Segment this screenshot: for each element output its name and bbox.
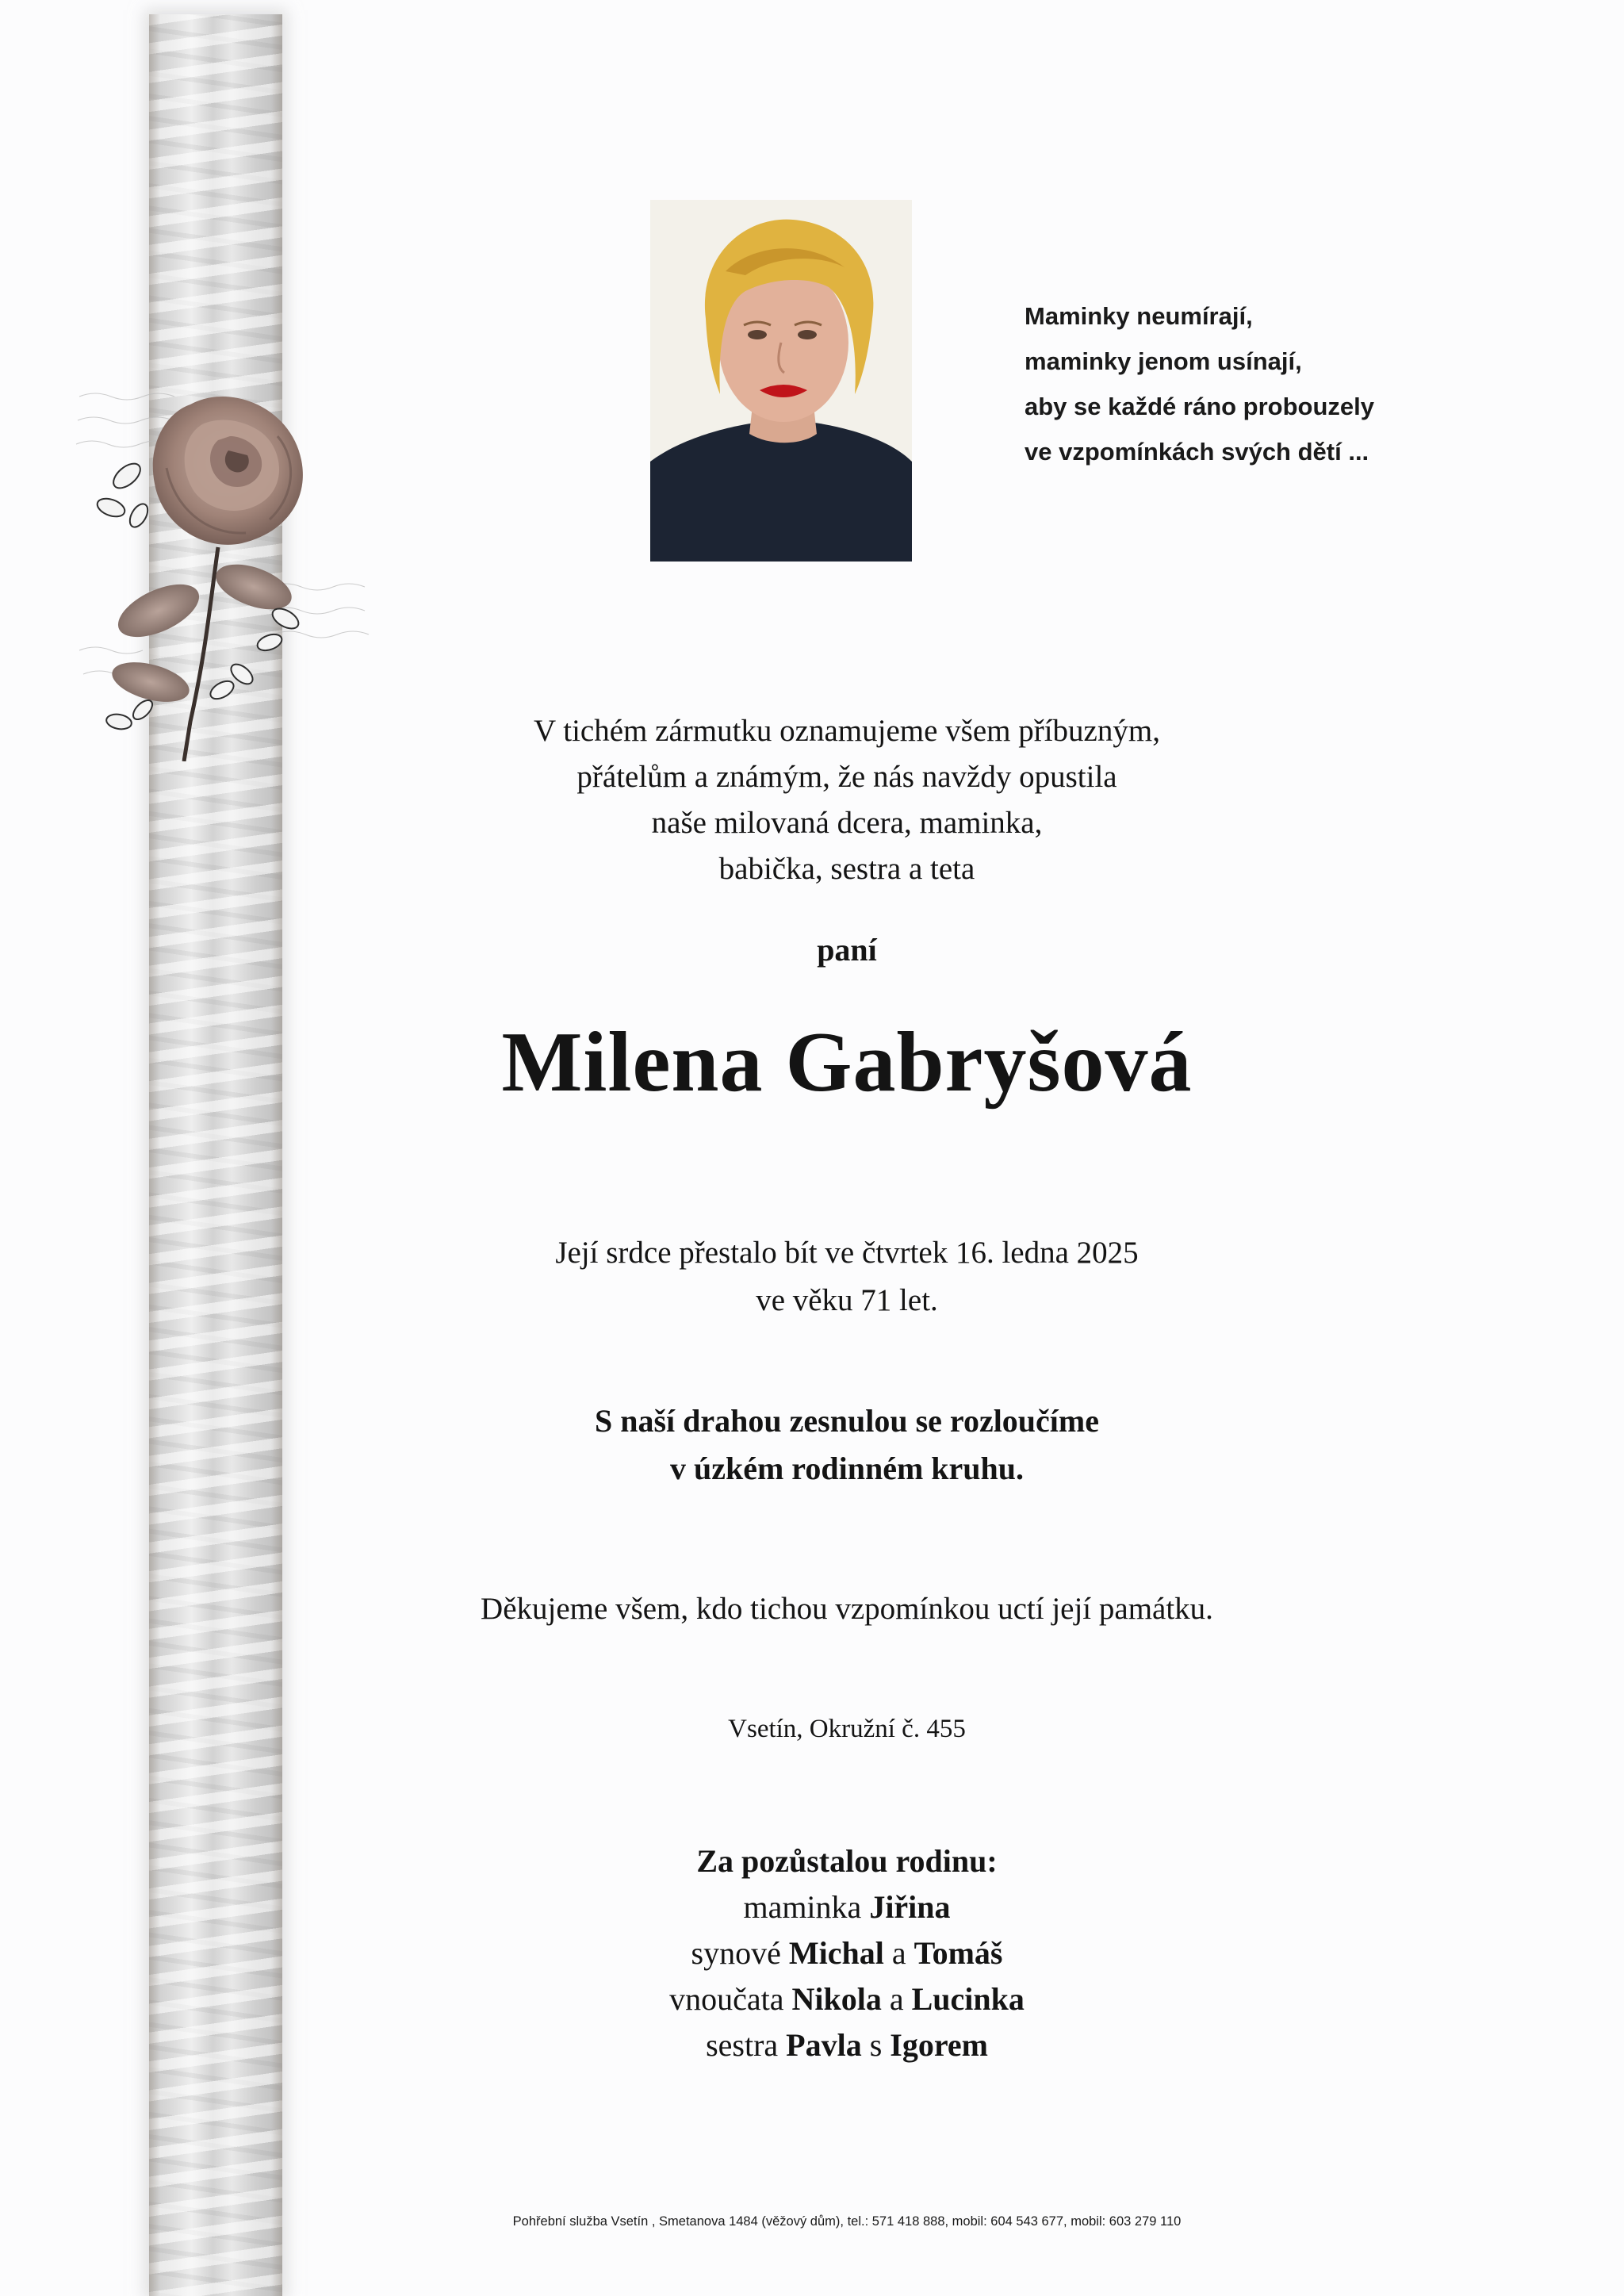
- announcement-line: naše milovaná dcera, maminka,: [651, 806, 1043, 840]
- member-name: Igorem: [890, 2027, 988, 2063]
- conjunction: a: [889, 1981, 904, 2017]
- member-name: Lucinka: [911, 1981, 1025, 2017]
- family-member-line: [349, 1976, 1345, 2022]
- age-line: ve věku 71 let.: [756, 1283, 938, 1317]
- quote-line: Maminky neumírají,: [1025, 302, 1253, 330]
- announcement-line: babička, sestra a teta: [718, 852, 975, 886]
- rose-icon: [71, 349, 389, 761]
- farewell-notice: [349, 1397, 1345, 1493]
- honorific: paní: [817, 932, 877, 968]
- family-heading: Za pozůstalou rodinu:: [696, 1843, 998, 1879]
- thanks-text: Děkujeme všem, kdo tichou vzpomínkou uctí její památku.: [481, 1592, 1213, 1626]
- announcement-line: přátelům a známým, že nás navždy opustila: [576, 760, 1117, 794]
- relation-label: maminka: [743, 1889, 862, 1925]
- farewell-line: S naší drahou zesnulou se rozloučíme: [595, 1403, 1099, 1439]
- member-name: Pavla: [786, 2027, 862, 2063]
- announcement-line: V tichém zármutku oznamujeme všem příbuzným,: [534, 714, 1160, 748]
- family-member-line: [349, 2022, 1345, 2068]
- relation-label: vnoučata: [669, 1981, 784, 2017]
- funeral-service-footer: Pohřební služba Vsetín , Smetanova 1484 (věžový dům), tel.: 571 418 888, mobil: 604 543 677, mobil: 603 279 110: [512, 2214, 1182, 2229]
- death-details: [349, 1229, 1345, 1324]
- family-list: [349, 1838, 1345, 2068]
- quote-line: ve vzpomínkách svých dětí ...: [1025, 438, 1369, 466]
- conjunction: a: [891, 1935, 906, 1971]
- deceased-name: Milena Gabryšová: [501, 1015, 1193, 1110]
- family-member-line: [349, 1930, 1345, 1976]
- family-member-line: [349, 1884, 1345, 1930]
- address-text: Vsetín, Okružní č. 455: [728, 1715, 966, 1743]
- death-date-line: Její srdce přestalo bít ve čtvrtek 16. ledna 2025: [555, 1236, 1139, 1270]
- relation-label: synové: [691, 1935, 781, 1971]
- quote-line: maminky jenom usínají,: [1025, 347, 1302, 375]
- member-name: Nikola: [791, 1981, 882, 2017]
- member-name: Tomáš: [914, 1935, 1003, 1971]
- memorial-quote: [1025, 293, 1516, 474]
- quote-line: aby se každé ráno probouzely: [1025, 393, 1375, 420]
- relation-label: sestra: [706, 2027, 779, 2063]
- member-name: Jiřina: [869, 1889, 951, 1925]
- portrait-photo: [650, 200, 912, 562]
- announcement-text: [349, 708, 1345, 892]
- conjunction: s: [869, 2027, 883, 2063]
- member-name: Michal: [788, 1935, 884, 1971]
- farewell-line: v úzkém rodinném kruhu.: [669, 1451, 1024, 1486]
